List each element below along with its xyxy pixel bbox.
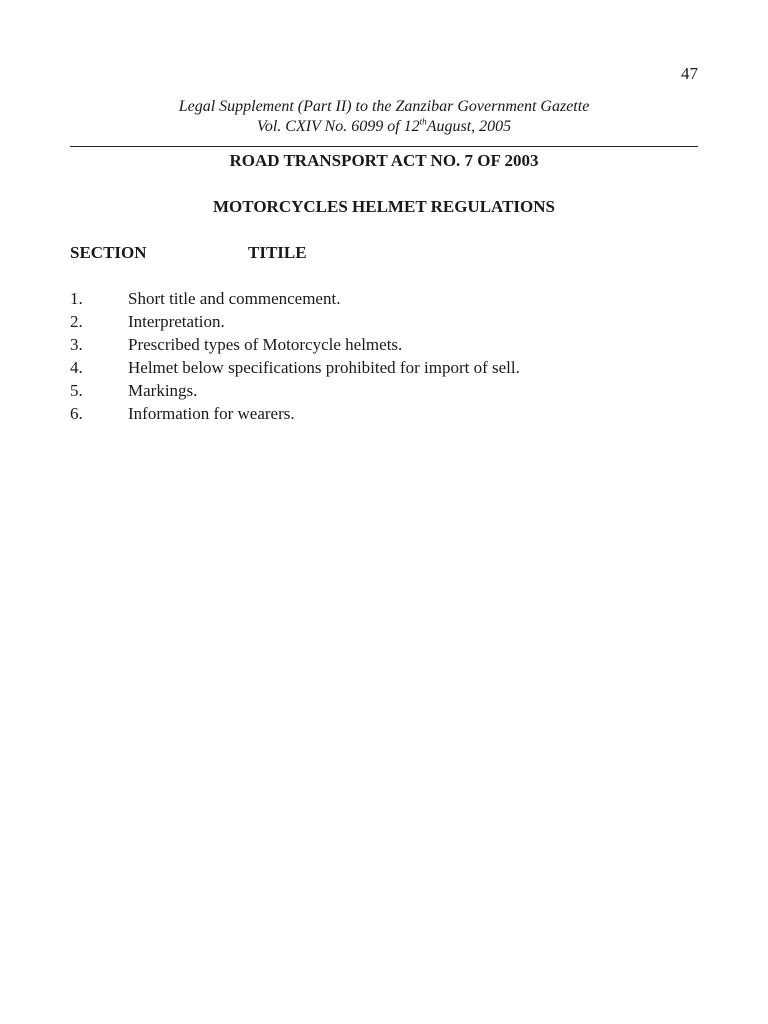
section-number: 4. [70,358,83,377]
act-title: ROAD TRANSPORT ACT NO. 7 OF 2003 [229,151,539,170]
gazette-date-superscript: th [419,116,427,127]
gazette-volume-suffix: August, 2005 [426,118,512,135]
gazette-volume-prefix: Vol. CXIV No. 6099 of 12 [256,118,420,135]
title-column-heading: TITILE [248,243,307,262]
section-number: 5. [70,381,83,400]
regulations-title: MOTORCYCLES HELMET REGULATIONS [213,197,555,216]
section-title: Helmet below specifications prohibited for import of sell. [128,358,520,377]
section-number: 2. [70,312,83,331]
gazette-header [70,97,698,137]
section-item [70,334,698,357]
section-item [70,357,698,380]
section-title: Information for wearers. [128,404,295,423]
section-item [70,288,698,311]
section-title: Markings. [128,381,198,400]
section-item [70,403,698,426]
section-number: 1. [70,289,83,308]
gazette-supplement-line: Legal Supplement (Part II) to the Zanzibar Government Gazette [178,98,590,115]
header-divider [70,146,698,147]
section-number: 3. [70,335,83,354]
section-list [70,288,698,426]
section-title: Short title and commencement. [128,289,341,308]
section-title: Interpretation. [128,312,225,331]
section-number: 6. [70,404,83,423]
section-item [70,380,698,403]
section-title: Prescribed types of Motorcycle helmets. [128,335,403,354]
section-item [70,311,698,334]
gazette-volume-line [70,117,698,137]
page-number: 47 [681,64,698,83]
section-column-heading: SECTION [70,243,147,262]
